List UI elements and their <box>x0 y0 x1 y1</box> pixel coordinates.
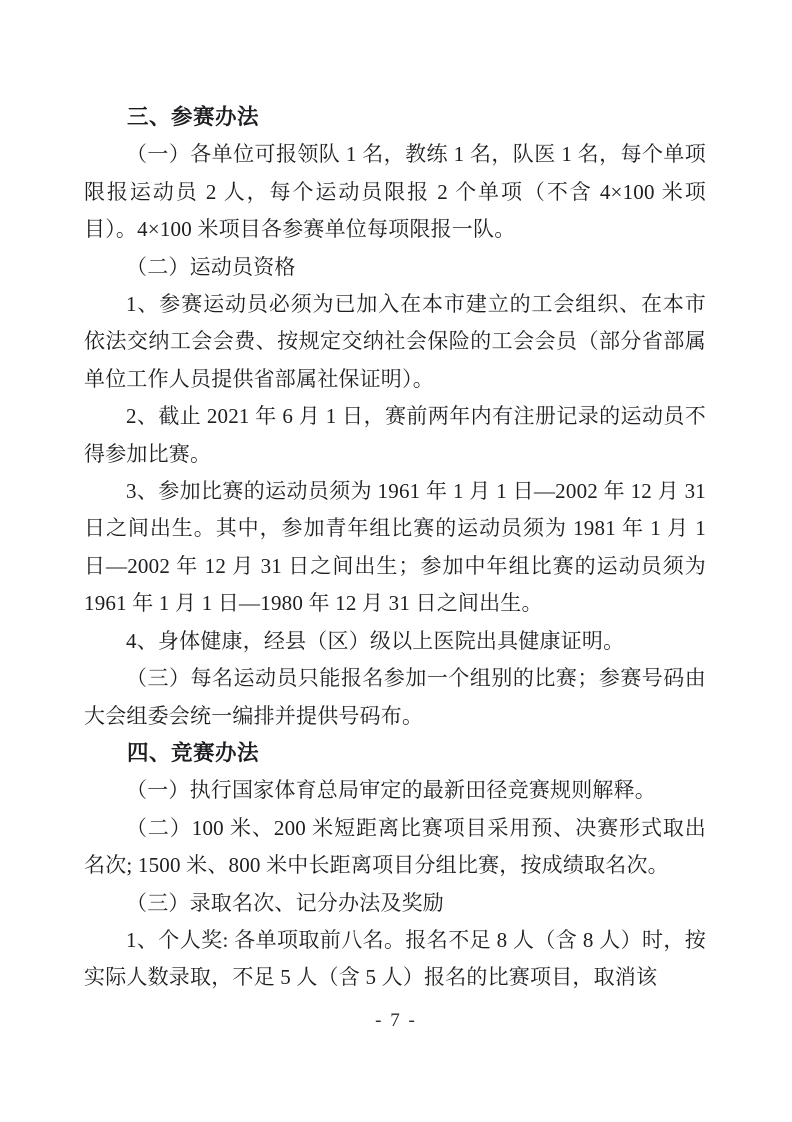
section-heading-competition-method: 四、竞赛办法 <box>127 740 260 765</box>
paragraph-race-format: （二）100 米、200 米短距离比赛项目采用预、决赛形式取出名次; 1500 米、800 米中长距离项目分组比赛，按成绩取名次。 <box>84 815 706 878</box>
paragraph-team-quota: （一）各单位可报领队 1 名，教练 1 名，队医 1 名，每个单项限报运动员 2 人，每个运动员限报 2 个单项（不含 4×100 米项目）。4×100 米项目各参赛单位每项限报一队。 <box>84 142 706 242</box>
paragraph-registration-cutoff: 2、截止 2021 年 6 月 1 日，赛前两年内有注册记录的运动员不得参加比赛。 <box>84 404 706 466</box>
paragraph-athlete-eligibility-heading: （二）运动员资格 <box>126 254 296 279</box>
document-body <box>84 99 706 997</box>
paragraph-rules-reference: （一）执行国家体育总局审定的最新田径竞赛规则解释。 <box>126 778 656 803</box>
paragraph-group-limit: （三）每名运动员只能报名参加一个组别的比赛；参赛号码由大会组委会统一编排并提供号码布。 <box>84 666 706 728</box>
paragraph-ranking-scoring-heading: （三）录取名次、记分办法及奖励 <box>126 890 444 915</box>
paragraph-health-certificate: 4、身体健康，经县（区）级以上医院出具健康证明。 <box>126 628 625 653</box>
paragraph-individual-awards: 1、个人奖: 各单项取前八名。报名不足 8 人（含 8 人）时，按实际人数录取，不足 5 人（含 5 人）报名的比赛项目，取消该 <box>84 927 706 990</box>
paragraph-union-membership: 1、参赛运动员必须为已加入在本市建立的工会组织、在本市依法交纳工会会费、按规定交纳社会保险的工会会员（部分省部属单位工作人员提供省部属社保证明）。 <box>84 292 706 391</box>
section-heading-participation-method: 三、参赛办法 <box>127 105 260 129</box>
paragraph-birthdate-range: 3、参加比赛的运动员须为 1961 年 1 月 1 日—2002 年 12 月 31 日之间出生。其中，参加青年组比赛的运动员须为 1981 年 1 月 1 日—2002 年 12 月 31 日之间出生；参加中年组比赛的运动员须为 1961 年 1 月 1 日—1980 年 12 月 31 日之间出生。 <box>84 479 706 616</box>
page-number: - 7 - <box>375 1010 417 1031</box>
